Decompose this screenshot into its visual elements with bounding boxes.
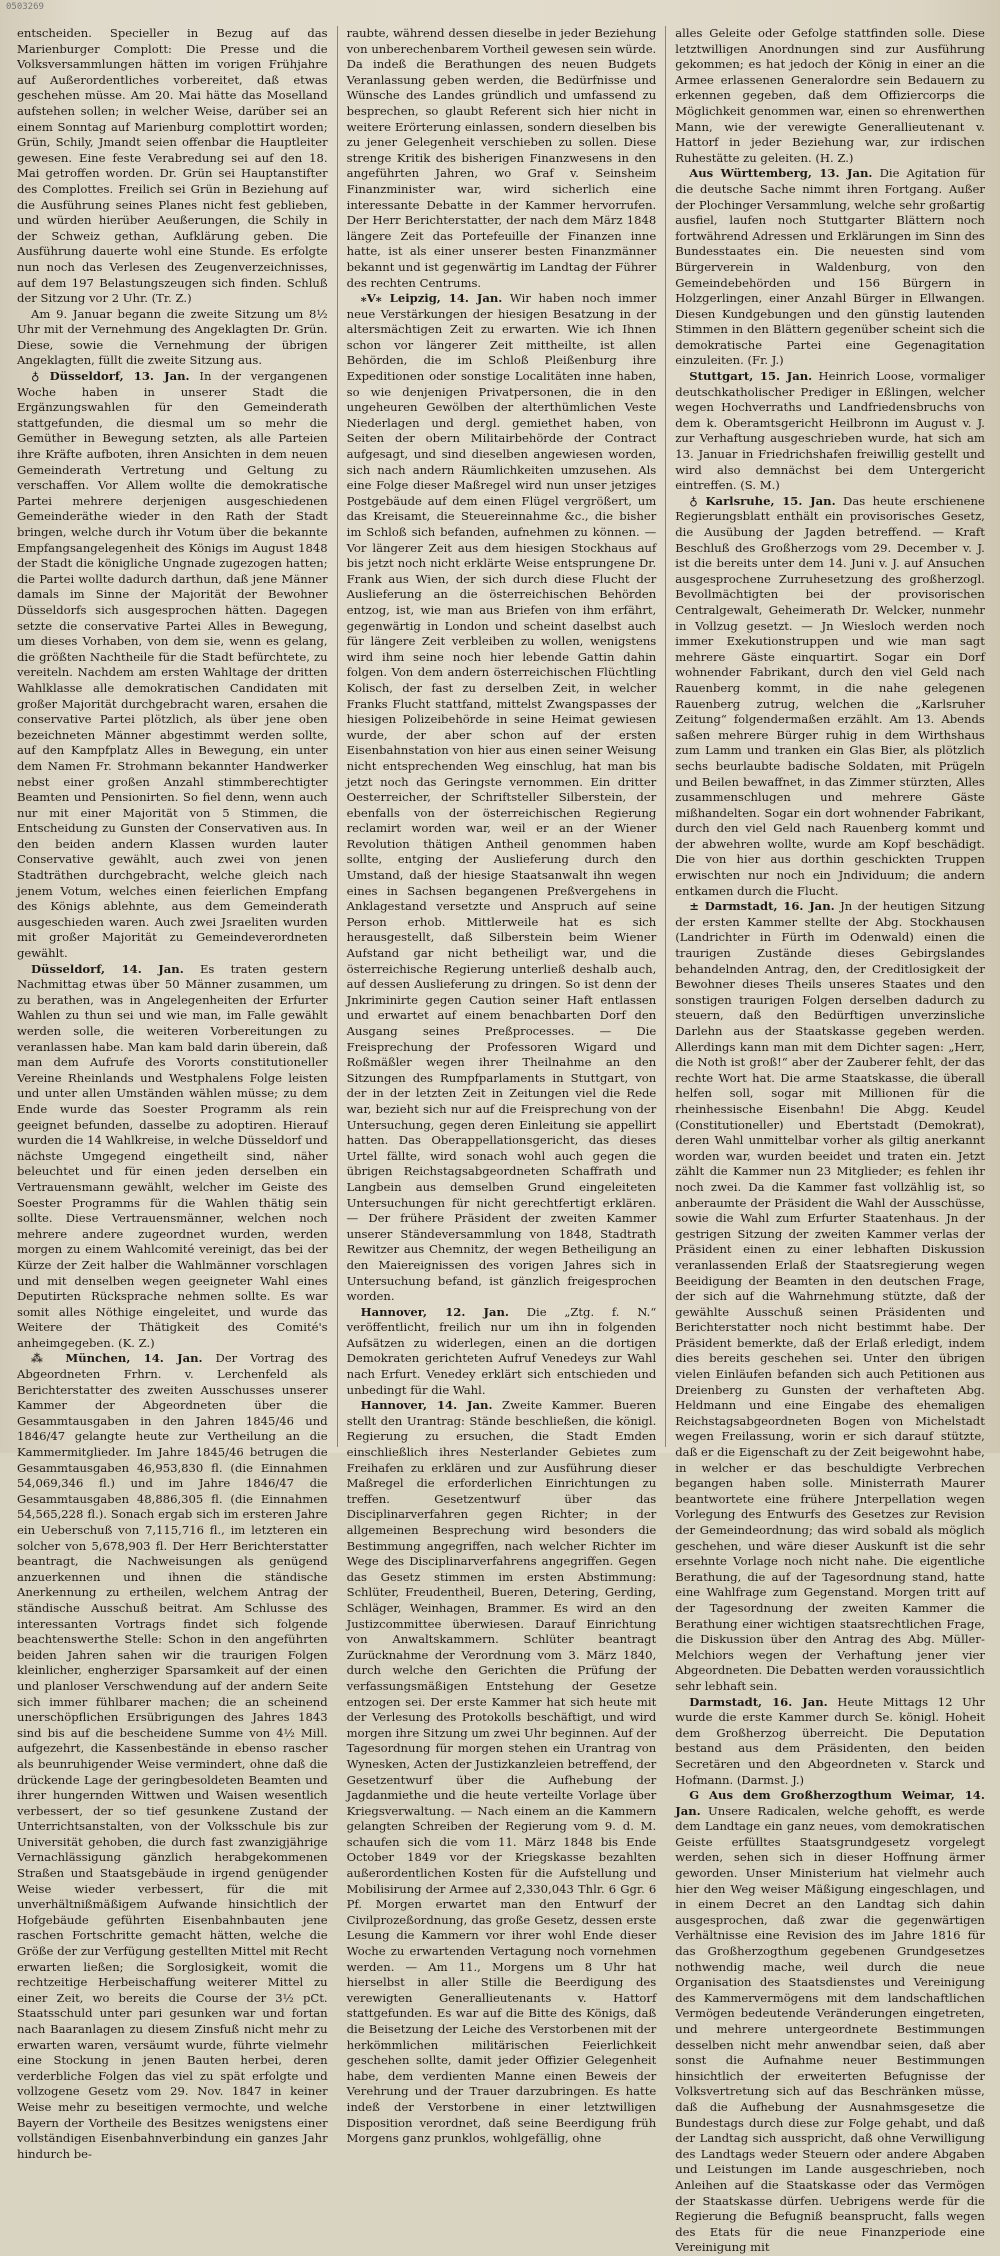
article-dateline: ⁂ München, 14. Jan. [31,1351,203,1366]
article-text: entscheiden. Specieller in Bezug auf das Marienburger Complott: Die Presse und die Volksversammlungen hätten im vorigen Frühjahre auf Außerordentliches vorbereitet, daß etwas geschehen müsse. Am 20. Mai hätte das Moselland aufstehen sollen; in welcher Weise, darüber sei an einem Sonntag auf Marienburg complottirt worden; Grün, Schily, Jmandt seien offenbar die Hauptleiter gewesen. Eine feste Verabredung sei auf den 18. Mai getroffen worden. Dr. Grün sei Hauptanstifter des Complottes. Freilich sei Grün in Beziehung auf die Ausführung seines Planes nicht fest geblieben, und würden hierüber Aeußerungen, die Schily in der Schweiz gethan, Aufklärung geben. Die Ausführung dauerte wohl eine Stunde. Es erfolgte nun noch das Verlesen des Zeugenverzeichnisses, auf dem 197 Belastungszeugen sich finden. Schluß der Sitzung vor 2 Uhr. (Tr. Z.) [17,26,328,306]
article-dateline: ♁ Karlsruhe, 15. Jan. [689,493,836,508]
column-3 [665,26,994,2255]
article-dateline: Stuttgart, 15. Jan. [689,369,813,384]
article-text: Am 9. Januar begann die zweite Sitzung um 8½ Uhr mit der Vernehmung des Angeklagten Dr. Grün. Diese, sowie die Vernehmung der übrigen Angeklagten, füllt die zweite Sitzung aus. [17,306,328,368]
article-text: In der vergangenen Woche haben in unserer Stadt die Ergänzungswahlen für den Gemeinderath stattgefunden, die diesmal um so mehr die Gemüther in Bewegung setzten, als alle Parteien ihre Kräfte aufboten, ihren Ansichten in dem neuen Gemeinderath Vertretung und Geltung zu verschaffen. Vor Allem wollte die demokratische Partei mehrere derjenigen ausgeschiedenen Gemeinderäthe wieder in den Rath der Stadt bringen, welche durch ihr Votum über die bekannte Empfangsangelegenheit des Königs im August 1848 der Stadt die königliche Ungnade zugezogen hatten; die Partei wollte dadurch darthun, daß jene Männer damals im Sinne der Majorität der Bewohner Düsseldorfs sich ausgesprochen hätten. Dagegen setzte die conservative Partei Alles in Bewegung, um dieses Vorhaben, von dem sie, wenn es gelang, die größten Nachtheile für die Stadt befürchtete, zu vereiteln. Nachdem am ersten Wahltage der dritten Wahlklasse alle demokratischen Candidaten mit großer Majorität durchgebracht waren, ersahen die conservative Partei plötzlich, als über jene oben bezeichneten Männer abgestimmt werden sollte, auf den Kampfplatz Alles in Bewegung, ein unter dem Namen Fr. Strohmann bekannter Handwerker nebst einer großen Anzahl stimmberechtigter Beamten und Pensionirten. So fiel denn, wenn auch nur mit einer Majorität von 5 Stimmen, die Entscheidung zu Gunsten der Conservativen aus. In den beiden andern Klassen wurden lauter Conservative gewählt, auch zwei von jenen Stadträthen durchgebracht, welche gleich nach jenem Votum, welches einen feierlichen Empfang des Königs ablehnte, aus dem Gemeinderath ausgeschieden waren. Auch zwei Jsraeliten wurden mit großer Majorität zu Gemeindeverordneten gewählt. [17,369,328,961]
article-paragraph [347,291,657,1305]
article-paragraph [675,899,985,1694]
article-paragraph [347,1398,657,2147]
article-text: Wir haben noch immer neue Verstärkungen der hiesigen Besatzung in der altersmächtigen Zeit zu erwarten. Wie ich Ihnen schon vor längerer Zeit mittheilte, ist allen Behörden, die im Schloß Pleißenburg ihre Expeditionen oder sonstige Localitäten inne haben, so wie denjenigen Privatpersonen, die in den ungeheuren Gewölben der alterthümlichen Veste Niederlagen und dergl. gemiethet haben, von Seiten der obern Militairbehörde der Contract aufgesagt, und sind dieselben angewiesen worden, sich nach andern Räumlichkeiten umzusehen. Als eine Folge dieser Maßregel wird nun unser jetziges Postgebäude auf dem einen Flügel vergrößert, um das Kreisamt, die Steuereinnahme &c., die bisher im Schloß sich befanden, aufnehmen zu können. — Vor längerer Zeit aus dem hiesigen Stockhaus auf bis jetzt noch nicht erklärte Weise entsprungene Dr. Frank aus Wien, der sich durch diese Flucht der Auslieferung an die österreichischen Behörden entzog, ist, wie man aus Briefen von ihm erfährt, gegenwärtig in London und scheint daselbst auch für längere Zeit verbleiben zu wollen, wenigstens wird ihm seine noch hier lebende Gattin dahin folgen. Von dem andern österreichischen Flüchtling Kolisch, der fast zu derselben Zeit, in welcher Franks Flucht stattfand, mittelst Zwangspasses der hiesigen Polizeibehörde in seine Heimat gewiesen wurde, der aber schon auf der ersten Eisenbahnstation von hier aus einen seiner Weisung nicht entsprechenden Weg einschlug, hat man bis jetzt noch das Geringste vernommen. Ein dritter Oesterreicher, der Schriftsteller Silberstein, der ebenfalls von der österreichischen Regierung reclamirt worden war, weil er an der Wiener Revolution thätigen Antheil genommen haben sollte, entging der Auslieferung durch den Umstand, daß der hiesige Staatsanwalt ihn wegen eines in Sachsen begangenen Preßvergehens in Anklagestand versetzte und Anspruch auf seine Person erhob. Mittlerweile hat es sich herausgestellt, daß Silberstein beim Wiener Aufstand gar nicht betheiligt war, und die österreichische Regierung unterließ deshalb auch, auf dessen Auslieferung zu dringen. So ist denn der Jnkriminirte gegen Caution seiner Haft entlassen und erwartet auf einem benachbarten Dorf den Ausgang seines Preßprocesses. — Die Freisprechung der Professoren Wigard und Roßmäßler wegen ihrer Theilnahme an den Sitzungen des Rumpfparlaments in Stuttgart, von der in der letzten Zeit in Zeitungen viel die Rede war, bezieht sich nur auf die Freisprechung von der Untersuchung, gegen deren Einleitung sie appellirt hatten. Das Oberappellationsgericht, das dieses Urtel fällte, wird sonach wohl auch gegen die übrigen Reichstagsabgeordneten Schaffrath und Langbein aus demselben Grund eingeleiteten Untersuchungen für nicht gerechtfertigt erklären. — Der frühere Präsident der zweiten Kammer unserer Ständeversammlung von 1848, Stadtrath Rewitzer aus Chemnitz, der wegen Betheiligung an den Maiereignissen des vorigen Jahres sich in Untersuchung befand, ist gänzlich freigesprochen worden. [346,291,657,1304]
article-text: Die Agitation für die deutsche Sache nimmt ihren Fortgang. Außer der Plochinger Versammlung, welche sehr großartig ausfiel, laufen noch Stuttgarter Blättern noch fortwährend Adressen und Erklärungen im Sinn des Bundesstaates ein. Die neuesten sind vom Bürgerverein in Waldenburg, von den Gemeindebehörden und 156 Bürgern in Holzgerlingen, einer Anzahl Bürger in Ellwangen. Diesen Kundgebungen und den günstig lautenden Stimmen in den Blättern gegenüber scheint sich die demokratische Partei eine Gegenagitation einzuleiten. (Fr. J.) [675,166,985,368]
article-text: Zweite Kammer. Bueren stellt den Urantrag: Stände beschließen, die königl. Regierung zu ersuchen, die Stadt Emden einschließlich ihres Nesterlander Gebietes zum Freihafen zu erklären und zur Ausführung dieser Maßregel die erforderlichen Einrichtungen zu treffen. Gesetzentwurf über das Disciplinarverfahren gegen Richter; in der allgemeinen Besprechung wird besonders die Bestimmung angegriffen, nach welcher Richter im Wege des Disciplinarverfahrens angegriffen. Gegen das Gesetz stimmen im ersten Abstimmung: Schlüter, Freudentheil, Bueren, Detering, Gerding, Schläger, Weinhagen, Brammer. Es wird an den Justizcommittee überwiesen. Darauf Einrichtung von Anwaltskammern. Schlüter beantragt Zurücknahme der Verordnung vom 3. März 1840, durch welche den Gerichten die Prüfung der verfassungsmäßigen Entstehung der Gesetze entzogen sei. Der erste Kammer hat sich heute mit der Verlesung des Protokolls beschäftigt, und wird morgen ihre Sitzung um zwei Uhr beginnen. Auf der Tagesordnung für morgen stehen ein Urantrag von Wynesken, Acten der Justizkanzleien betreffend, der Gesetzentwurf über die Aufhebung der Jagdanmiethe und die heute verteilte Vorlage über Kriegsverwaltung. — Nach einem an die Kammern gelangten Schreiben der Regierung vom 9. d. M. schaufen sich die vom 11. März 1848 bis Ende October 1849 vor der Kriegskasse bezahlten außerordentlichen Kosten für die Aufstellung und Mobilisirung der Armee auf 2,330,043 Thlr. 6 Ggr. 6 Pf. Morgen erwartet man den Entwurf der Civilprozeßordnung, das große Gesetz, dessen erste Lesung die Kammern vor ihrer wohl Ende dieser Woche zu erwartenden Vertagung noch vornehmen werden. — Am 11., Morgens um 8 Uhr hat hierselbst in aller Stille die Beerdigung des verewigten Generallieutenants v. Hattorf stattgefunden. Es war auf die Bitte des Königs, daß die Beisetzung der Leiche des Verstorbenen mit der herkömmlichen militärischen Feierlichkeit geschehen sollte, damit jeder Offizier Gelegenheit habe, dem verdienten Manne einen Beweis der Verehrung und der Trauer darzubringen. Es hatte indeß der Verstorbene in einer letztwilligen Disposition verordnet, daß seine Beerdigung früh Morgens ganz prunklos, wohlgefällig, ohne [346,1398,657,2146]
article-paragraph [675,166,985,369]
article-text: Das heute erschienene Regierungsblatt enthält ein provisorisches Gesetz, die Ausübung der Jagden betreffend. — Kraft Beschluß des Großherzogs vom 29. December v. J. ist die bereits unter dem 14. Juni v. J. auf Ansuchen ausgesprochene Zurruhesetzung des großherzogl. Bevollmächtigten bei der provisorischen Centralgewalt, Geheimerath Dr. Welcker, nunmehr in Vollzug gesetzt. — Jn Wiesloch werden noch immer Exekutionstruppen und wie man sagt mehrere Gäste einquartirt. Sogar ein Dorf wohnender Fabrikant, durch den viel Geld nach Rauenberg kommt, in die nahe gelegenen Rauenberg zutrug, welchen die „Karlsruher Zeitung“ folgendermaßen erzählt. Am 13. Abends saßen mehrere Bürger ruhig in dem Wirthshaus zum Lamm und tranken ein Glas Bier, als plötzlich sechs beurlaubte badische Soldaten, mit Prügeln und Beilen bewaffnet, in das Zimmer stürzten, Alles zusammenschlugen und mehrere Gäste mißhandelten. Sogar ein dort wohnender Fabrikant, durch den viel Geld nach Rauenberg kommt und der abwehren wollte, wurde am Kopf beschädigt. Die von hier aus dorthin geschickten Truppen erwischten nur noch ein Jndividuum; die andern entkamen durch die Flucht. [675,493,985,898]
article-dateline: ⁎V⁎ Leipzig, 14. Jan. [360,291,503,306]
article-paragraph [17,26,328,307]
article-text: alles Geleite oder Gefolge stattfinden solle. Diese letztwilligen Anordnungen sind zur Ausführung gekommen; es hat jedoch der König in einer an die Armee erlassenen Generalordre sein Bedauern zu erkennen gegeben, daß dem Offiziercorps die Möglichkeit genommen war, einen so ehrenwerthen Mann, wie der verewigte Generallieutenant v. Hattorf in jeder Beziehung war, zur irdischen Ruhestätte zu geleiten. (H. Z.) [675,26,985,165]
article-text: Die „Ztg. f. N.“ veröffentlicht, freilich nur um ihn in folgenden Aufsätzen zu widerlegen, einen an die dortigen Demokraten gerichteten Aufruf Venedeys zur Wahl nach Erfurt. Venedey erklärt sich entschieden und unbedingt für die Wahl. [346,1304,657,1397]
article-paragraph [347,1305,657,1399]
columns [8,26,994,2255]
article-text: Heute Mittags 12 Uhr wurde die erste Kammer durch Se. königl. Hoheit dem Großherzog überreicht. Die Deputation bestand aus dem Präsidenten, den beiden Secretären und den Abgeordneten v. Starck und Hofmann. (Darmst. J.) [675,1694,985,1787]
article-paragraph [17,369,328,962]
article-paragraph [675,26,985,166]
article-paragraph [675,369,985,494]
article-dateline: ± Darmstadt, 16. Jan. [689,899,835,914]
article-dateline: G Aus dem Großherzogthum Weimar, 14. Jan. [675,1788,985,1818]
article-paragraph [17,307,328,369]
article-dateline: Düsseldorf, 14. Jan. [31,961,184,976]
article-dateline: Hannover, 14. Jan. [360,1398,493,1413]
article-paragraph [17,1351,328,2162]
article-dateline: Darmstadt, 16. Jan. [689,1694,828,1709]
article-paragraph [675,494,985,899]
article-text: Jn der heutigen Sitzung der ersten Kammer stellte der Abg. Stockhausen (Landrichter in Fürth im Odenwald) einen die traurigen Zustände dieses Gebirgslandes behandelnden Antrag, den, der Creditlosigkeit der Bewohner dieses Theils unseres Staates und den sonstigen traurigen Folgen derselben dadurch zu steuern, daß den Bedürftigen unverzinsliche Darlehn aus der Staatskasse gegeben werden. Allerdings kann man mit dem Dichter sagen: „Herr, die Noth ist groß!“ aber der Zauberer fehlt, der das rechte Wort hat. Die arme Staatskasse, die überall helfen soll, sogar mit Millionen für die rheinhessische Eisenbahn! Die Abgg. Keudel (Constitutioneller) und Ebertstadt (Demokrat), deren Wahl unmittelbar vorher als giltig anerkannt worden war, wurden beeidet und traten ein. Jetzt zählt die Kammer nun 23 Mitglieder; es fehlen ihr noch zwei. Da die Kammer fast vollzählig ist, so anberaumte der Präsident die Wahl der Ausschüsse, sowie die Wahl zum Erfurter Staatenhaus. Jn der gestrigen Sitzung der zweiten Kammer verlas der Präsident einen zu einer lebhaften Diskussion veranlassenden Erlaß der Staatsregierung wegen Beeidigung der Beamten in den deutschen Frage, der sich auf die Wahrnehmung stützte, daß der gewählte Ausschuß seinen Präsidenten und Berichterstatter noch nicht bestimmt habe. Der Präsident bemerkte, daß der Erlaß erledigt, indem dies bereits geschehen sei. Unter den übrigen vielen Einläufen befanden sich auch Petitionen aus Dreienberg zu Gunsten der verhafteten Abg. Heldmann und eine Eingabe des ehemaligen Reichstagsabgeordneten Bogen von Michelstadt wegen Freilassung, worin er sich darauf stützte, daß er die Eigenschaft zu der Zeit beigewohnt habe, in welcher er das beschuldigte Verbrechen begangen haben solle. Ministerrath Maurer beantwortete eine frühere Jnterpellation wegen Vorlegung des Entwurfs des Gesetzes zur Revision der Gemeindeordnung; das wird sobald als möglich geschehen, und wäre dieser Auskunft ist die sehr ersehnte Vorlage noch nicht nahe. Die eigentliche Berathung, die auf der Tagesordnung stand, hatte eine Wahlfrage zum Gegenstand. Morgen tritt auf der Tagesordnung der zweiten Kammer die Berathung einer wichtigen staatsrechtlichen Frage, die Diskussion über den Antrag des Abg. Müller-Melchiors wegen der Verhaftung jener vier Abgeordneten. Die Debatten werden voraussichtlich sehr lebhaft sein. [675,899,985,1693]
article-paragraph [675,1788,985,2256]
article-text: Es traten gestern Nachmittag etwas über 50 Männer zusammen, um zu berathen, was in Angelegenheiten der Erfurter Wahlen zu thun sei und wie man, im Falle gewählt werden solle, die weiteren Vorbereitungen zu veranlassen habe. Man kam bald darin überein, daß man dem Aufrufe des Vororts constitutioneller Vereine Rheinlands und Westphalens Folge leisten und unter allen Umständen wählen müsse; zu dem Ende wurde das Soester Programm als rein geeignet befunden, dasselbe zu adoptiren. Hierauf wurden die 14 Wahlkreise, in welche Düsseldorf und nächste Umgegend eingetheilt sind, näher beleuchtet und für einen jeden derselben ein Vertrauensmann gewählt, welcher im Geiste des Soester Programms für die Wahlen thätig sein sollte. Diese Vertrauensmänner, welchen noch mehrere andere zugeordnet wurden, werden morgen zu einem Wahlcomité vereinigt, das bei der Kürze der Zeit halber die Wahlmänner vorschlagen und mit denselben wegen geeigneter Wahl eines Deputirten Rücksprache nehmen sollte. Es war somit alles Nöthige eingeleitet, und wurde das Weitere der Thätigkeit des Comité's anheimgegeben. (K. Z.) [17,961,328,1350]
column-1 [8,26,337,2161]
column-2 [337,26,666,2146]
article-text: raubte, während dessen dieselbe in jeder Beziehung von unberechenbarem Vortheil gewesen sein würde. Da indeß die Berathungen des neuen Budgets Veranlassung geben werden, die Bedürfnisse und Wünsche des Landes gründlich und umfassend zu besprechen, so glaubt Referent sich hier nicht in weitere Erörterung einlassen, sondern dieselben bis zu jener Gelegenheit verschieben zu sollen. Diese strenge Kritik des bisherigen Finanzwesens in den angeführten Jahren, wo Graf v. Seinsheim Finanzminister war, wird sicherlich eine interessante Debatte in der Kammer hervorrufen. Der Herr Berichterstatter, der nach dem März 1848 längere Zeit das Portefeuille der Finanzen inne hatte, ist als einer unserer besten Finanzmänner bekannt und ist gegenwärtig im Landtag der Führer des rechten Centrums. [346,26,657,290]
article-dateline: ♁ Düsseldorf, 13. Jan. [31,369,190,384]
article-text: Der Vortrag des Abgeordneten Frhrn. v. Lerchenfeld als Berichterstatter des zweiten Ausschusses unserer Kammer der Abgeordneten über die Gesammtausgaben in den Jahren 1845/46 und 1846/47 gelangte heute zur Vertheilung an die Kammermitglieder. Im Jahre 1845/46 betrugen die Gesammtausgaben 46,953,830 fl. (die Einnahmen 54,069,346 fl.) und im Jahre 1846/47 die Gesammtausgaben 48,886,305 fl. (die Einnahmen 54,565,228 fl.). Sonach ergab sich im ersteren Jahre ein Ueberschuß von 7,115,716 fl., im letzteren ein solcher von 5,678,903 fl. Der Herr Berichterstatter beantragt, die Nachweisungen als genügend anzuerkennen und ihnen die ständische Anerkennung zu ertheilen, welchem Antrag der ständische Ausschuß beitrat. Am Schlusse des interessanten Vortrags findet sich folgende beachtenswerthe Stelle: Schon in den angeführten beiden Jahren sahen wir die traurigen Folgen kleinlicher, engherziger Sparsamkeit auf der einen und planloser Verschwendung auf der andern Seite sich immer fühlbarer machen; die an scheinend unerschöpflichen Ersübrigungen des Jahres 1843 sind bis auf die bescheidene Summe von 4½ Mill. aufgezehrt, die Kassenbestände in ebenso rascher als beunruhigender Weise vermindert, ohne daß die drückende Lage der geringbesoldeten Beamten und ihrer hungernden Wittwen und Waisen wesentlich verbessert, der so tief gesunkene Zustand der Unterrichtsanstalten, von der Volksschule bis zur Universität gehoben, die durch fast zwanzigjährige Vernachlässigung gänzlich herabgekommenen Straßen und Staatsgebäude in irgend genügender Weise wieder verbessert, für die mit unverhältnißmäßigem Aufwande hinsichtlich der Hofgebäude geführten Eisenbahnbauten jene raschen Fortschritte gemacht hätten, welche die Größe der zur Verfügung gestellten Mittel mit Recht erwarten ließen; die Sorglosigkeit, womit die rechtzeitige Herbeischaffung weiterer Mittel zu einer Zeit, wo bereits die Course der 3½ pCt. Staatsschuld unter pari gesunken war und fortan nach Baaranlagen zu diesem Zinsfuß nicht mehr zu erwarten waren, versäumt wurde, führte vielmehr eine Stockung in jenen Bauten herbei, deren verderbliche Folgen das viel zu spät erfolgte und vollzogene Gesetz vom 29. Nov. 1847 in keiner Weise mehr zu beseitigen vermochte, und welche Bayern der Vortheile des Besitzes wenigstens einer vollständigen Eisenbahnverbindung ein ganzes Jahr hindurch be- [17,1351,328,2161]
article-paragraph [675,1695,985,1789]
article-dateline: Aus Württemberg, 13. Jan. [689,166,873,181]
scan-id: 0503269 [6,2,44,12]
article-paragraph [17,962,328,1352]
article-paragraph [347,26,657,291]
article-text: Heinrich Loose, vormaliger deutschkatholischer Prediger in Eßlingen, welcher wegen Hochverraths und Landfriedensbruchs von dem k. Oberamtsgericht Heilbronn im August v. J. zur Verhaftung ausgeschrieben wurde, hat sich am 13. Januar in Friedrichshafen freiwillig gestellt und wird also demnächst bei dem Untergericht eintreffen. (S. M.) [675,369,985,493]
article-dateline: Hannover, 12. Jan. [360,1304,509,1319]
article-text: Unsere Radicalen, welche gehofft, es werde dem Landtage ein ganz neues, vom demokratischen Geiste erfülltes Staatsgrundgesetz vorgelegt werden, sehen sich in dieser Hoffnung ärmer geworden. Unser Ministerium hat vielmehr auch hier den Weg weiser Mäßigung eingeschlagen, und in einem Decret an den Landtag sich dahin ausgesprochen, daß zwar die gegenwärtigen Verhältnisse eine Revision des im Jahre 1816 für das Großherzogthum gegebenen Grundgesetzes nothwendig mache, weil durch die neue Organisation des Staatsdienstes und Vereinigung des Kammervermögens mit dem landschaftlichen Vermögen bedeutende Veränderungen eingetreten, und mehrere untergeordnete Bestimmungen desselben nicht mehr anwendbar seien, daß aber sonst die Aufnahme neuer Bestimmungen hinsichtlich der erweiterten Befugnisse der Volksvertretung sich auf das Beschränken müsse, daß die Aufhebung der Ausnahmsgesetze die Bundestags durch diese zur Folge gehabt, und daß der Landtag sich ausspricht, daß ohne Verwilligung des Landtags weder Steuern oder andere Abgaben und Leistungen im Lande ausgeschrieben, noch Anleihen auf die Staatskasse oder das Vermögen der Staatskasse dürfen. Uebrigens werde für die Regierung die Befugniß beansprucht, falls wegen des Etats für die neue Finanzperiode eine Vereinigung mit [675,1803,985,2255]
